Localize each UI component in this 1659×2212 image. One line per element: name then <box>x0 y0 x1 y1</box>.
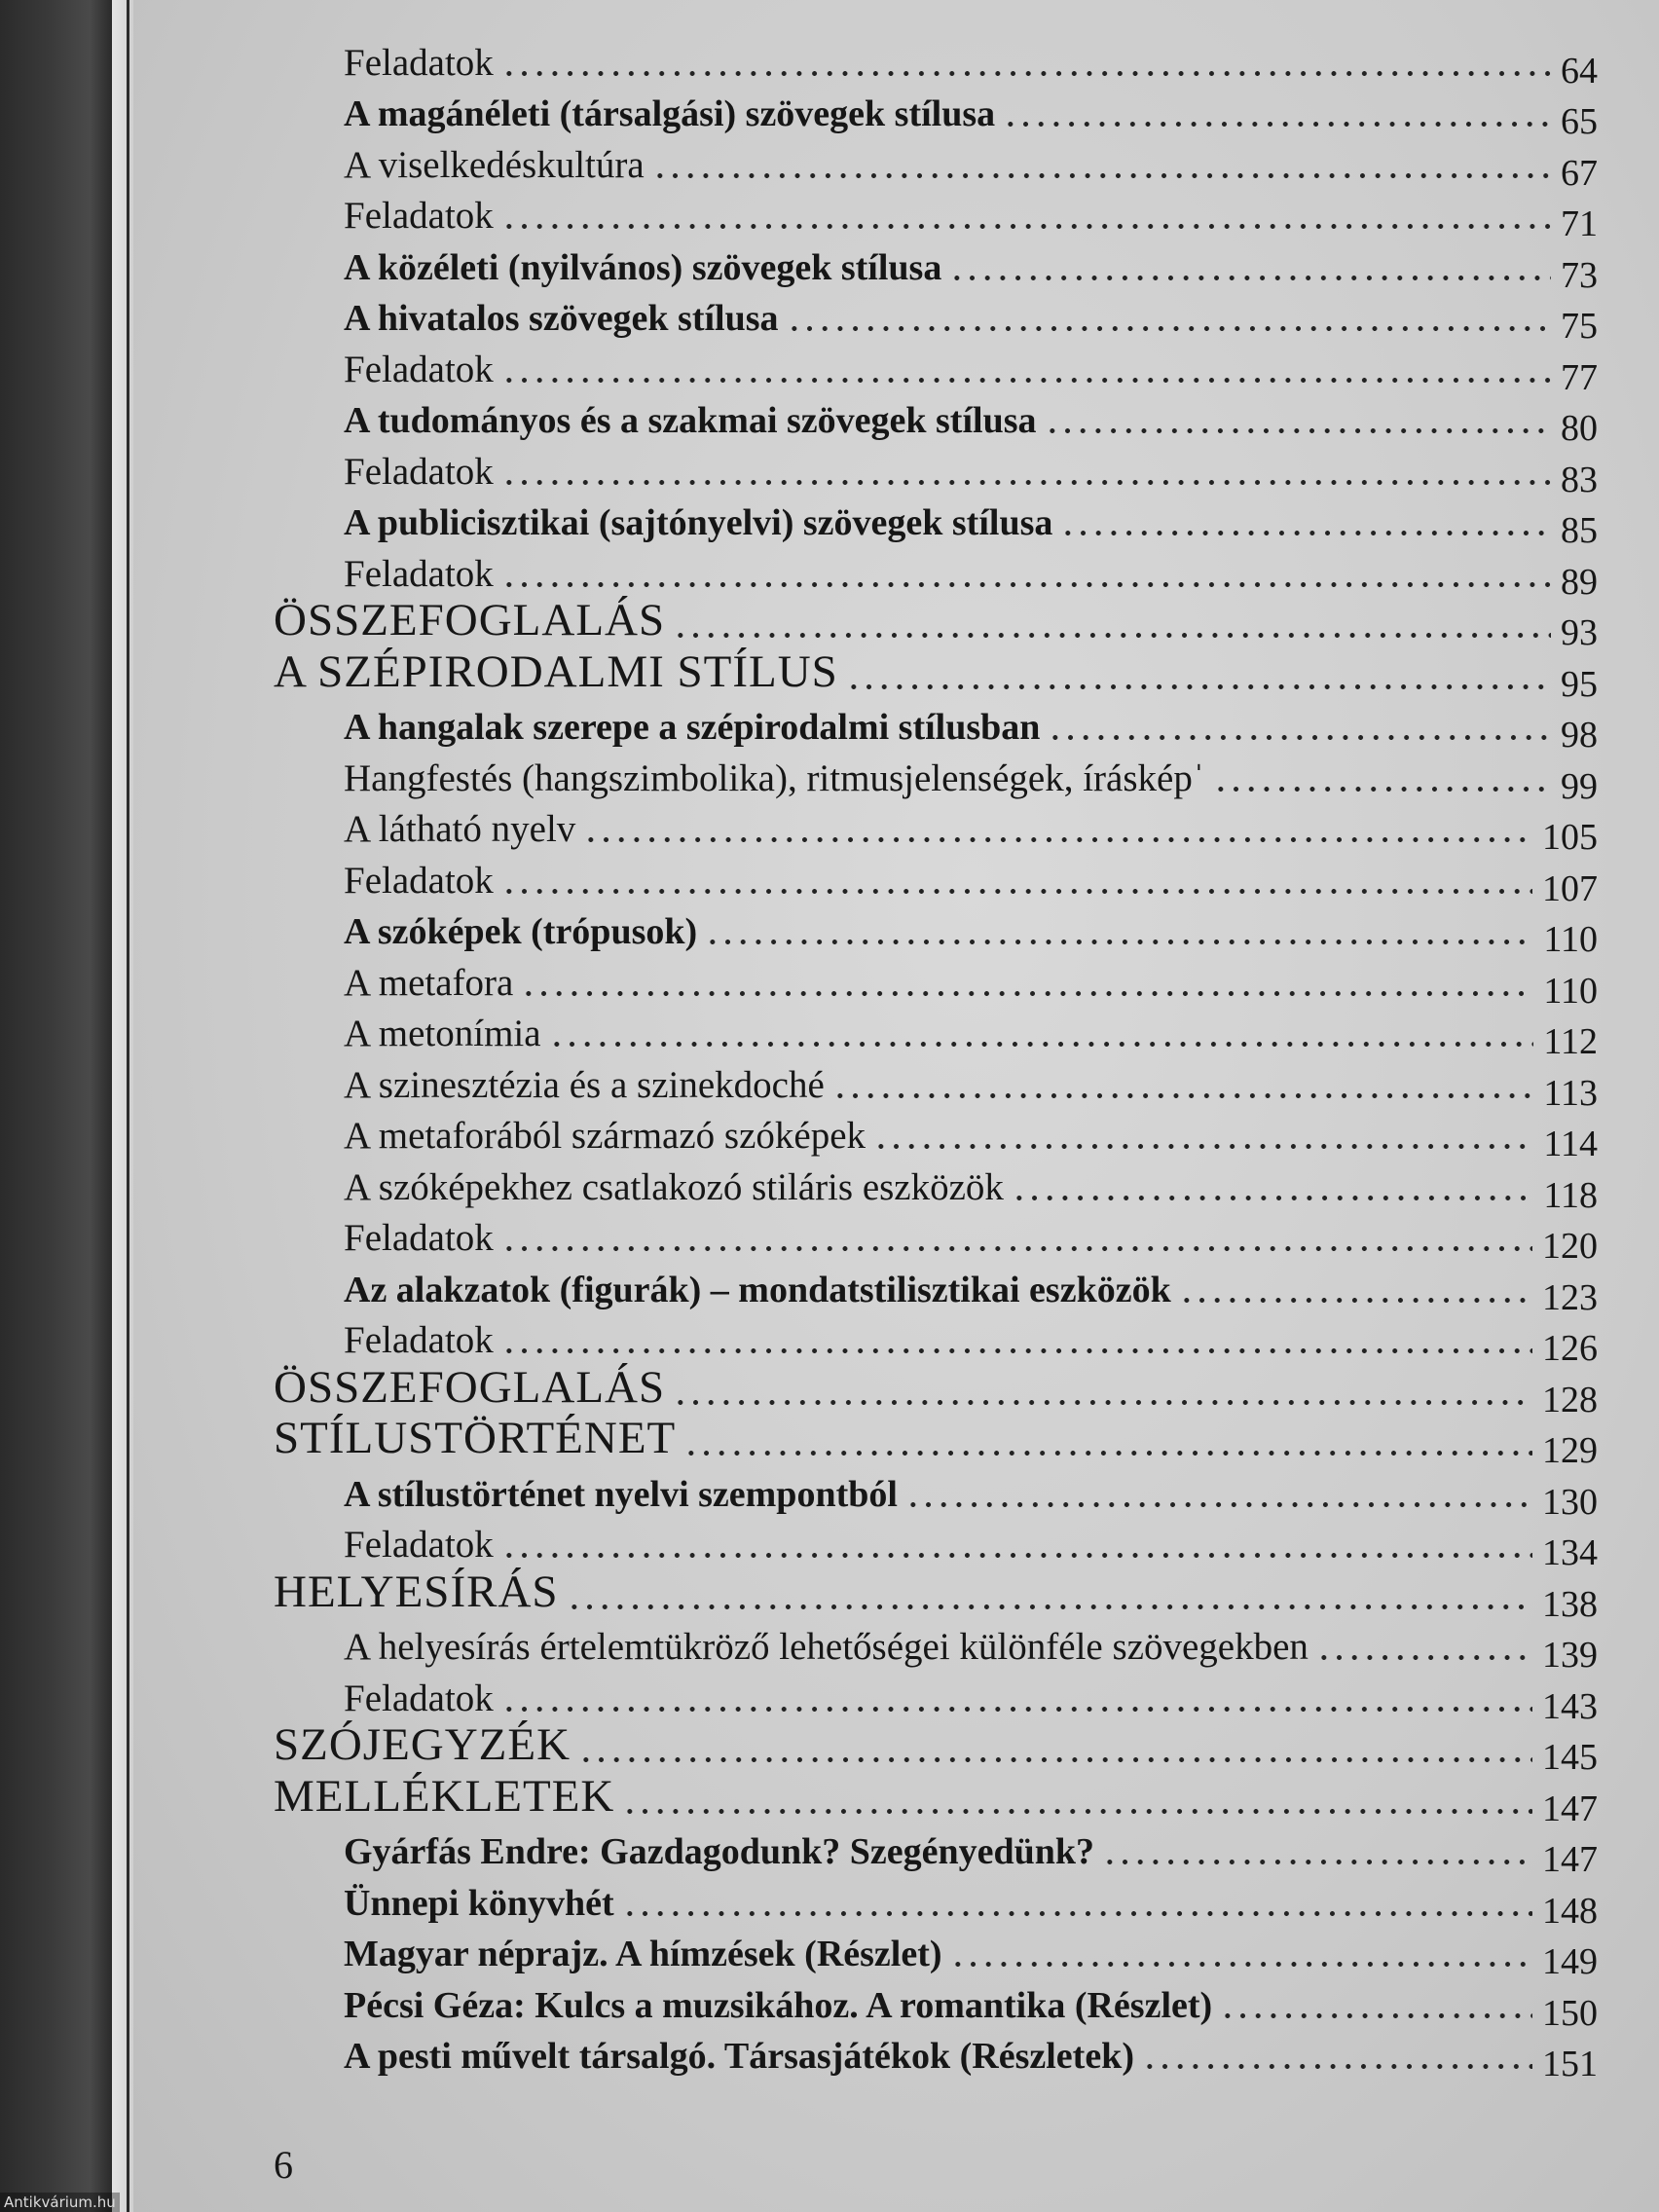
dot-leader <box>1048 714 1551 743</box>
toc-entry-title: Ünnepi könyvhét <box>344 1882 614 1924</box>
toc-entry <box>274 1566 1598 1625</box>
dot-leader <box>1102 1838 1532 1867</box>
toc-entry-title: A metonímia <box>344 1013 541 1054</box>
toc-entry-page: 130 <box>1542 1481 1598 1523</box>
toc-entry-page: 114 <box>1543 1124 1598 1164</box>
toc-entry-title: A helyesírás értelemtükröző lehetőségei különféle szövegekben <box>344 1626 1309 1668</box>
dot-leader <box>705 918 1533 947</box>
toc-entry-title: Feladatok <box>344 859 494 902</box>
dot-leader <box>683 1429 1532 1458</box>
toc-entry <box>274 1925 1598 1982</box>
toc-entry-title: Az alakzatok (figurák) – mondatstilisztikai eszközök <box>344 1269 1171 1310</box>
watermark: Antikvárium.hu <box>0 2193 120 2212</box>
toc-entry-title: Feladatok <box>344 41 494 84</box>
toc-entry-title: Feladatok <box>344 1524 494 1566</box>
dot-leader <box>501 1531 1532 1561</box>
toc-entry <box>274 238 1598 296</box>
toc-entry-title: A hangalak szerepe a szépirodalmi stílusban <box>344 707 1041 748</box>
toc-entry-title: A SZÉPIRODALMI STÍLUS <box>274 645 838 697</box>
toc-entry-title: A hivatalos szövegek stílusa <box>344 298 779 339</box>
dot-leader <box>1220 1992 1532 2021</box>
toc-entry <box>274 1005 1598 1062</box>
dot-leader <box>501 867 1532 897</box>
dot-leader <box>846 663 1551 692</box>
dot-leader <box>501 459 1551 488</box>
toc-entry <box>274 1770 1598 1829</box>
toc-entry <box>274 85 1598 142</box>
toc-entry <box>274 1669 1598 1727</box>
toc-entry <box>274 1260 1598 1318</box>
toc-entry-title: MELLÉKLETEK <box>274 1770 615 1822</box>
toc-entry-title: ÖSSZEFOGLALÁS <box>274 595 666 645</box>
binding-edge <box>112 0 133 2212</box>
dot-leader <box>787 305 1551 334</box>
toc-entry-page: 77 <box>1561 356 1598 398</box>
dot-leader <box>1142 2043 1532 2072</box>
dot-leader <box>501 1327 1532 1356</box>
dot-leader <box>501 203 1551 232</box>
toc-entry-title: Feladatok <box>344 1677 494 1719</box>
toc-entry-title: Pécsi Géza: Kulcs a muzsikához. A romantika (Részlet) <box>344 1984 1213 2026</box>
toc-entry-page: 85 <box>1561 510 1598 551</box>
toc-entry-title: A publicisztikai (sajtónyelvi) szövegek stílusa <box>344 502 1053 543</box>
dot-leader <box>501 561 1551 590</box>
toc-entry-page: 143 <box>1542 1685 1598 1727</box>
dot-leader <box>832 1072 1534 1101</box>
toc-entry <box>274 1413 1598 1471</box>
toc-entry <box>274 187 1598 244</box>
toc-entry <box>274 1618 1598 1676</box>
dot-leader <box>578 1736 1532 1765</box>
toc-entry <box>274 1719 1598 1778</box>
toc-entry-page: 145 <box>1542 1737 1598 1778</box>
dot-leader <box>1003 100 1551 129</box>
toc-entry-title: STÍLUSTÖRTÉNET <box>274 1413 677 1463</box>
dot-leader <box>501 356 1551 386</box>
toc-entry <box>274 749 1598 807</box>
toc-entry-title: Hangfestés (hangszimbolika), ritmusjelenségek, írásképˈ <box>344 756 1205 799</box>
toc-entry <box>274 953 1598 1012</box>
toc-entry-page: 105 <box>1542 817 1598 858</box>
toc-entry-title: A közéleti (nyilvános) szövegek stílusa <box>344 246 942 288</box>
dot-leader <box>549 1020 1534 1050</box>
dot-leader <box>622 1890 1532 1919</box>
toc-entry <box>274 903 1598 960</box>
toc-entry-title: SZÓJEGYZÉK <box>274 1719 571 1770</box>
dot-leader <box>501 1225 1532 1254</box>
toc-entry-title: A szóképekhez csatlakozó stiláris eszközök <box>344 1165 1004 1208</box>
toc-entry-page: 107 <box>1542 867 1598 909</box>
toc-entry <box>274 1209 1598 1267</box>
dot-leader <box>1012 1174 1533 1203</box>
toc-entry-title: Feladatok <box>344 552 494 595</box>
toc-entry-title: Gyárfás Endre: Gazdagodunk? Szegényedünk? <box>344 1831 1095 1872</box>
toc-entry <box>274 1516 1598 1573</box>
toc-entry-page: 118 <box>1543 1174 1598 1216</box>
toc-entry-page: 147 <box>1542 1788 1598 1829</box>
dot-leader <box>1179 1276 1532 1306</box>
dot-leader <box>1060 509 1551 538</box>
toc-entry-page: 147 <box>1542 1839 1598 1880</box>
dot-leader <box>949 254 1551 283</box>
dot-leader <box>567 1583 1532 1612</box>
toc-entry-title: Feladatok <box>344 1319 494 1361</box>
toc-entry-title: Magyar néprajz. A hímzések (Részlet) <box>344 1934 942 1974</box>
binding-line <box>127 0 129 2212</box>
toc-entry-page: 110 <box>1543 970 1598 1012</box>
toc-entry-page: 80 <box>1561 408 1598 449</box>
toc-entry-page: 73 <box>1561 254 1598 296</box>
toc-entry-page: 93 <box>1561 612 1598 653</box>
toc-entry <box>274 1361 1598 1420</box>
toc-entry-page: 64 <box>1561 50 1598 92</box>
toc-entry <box>274 1107 1598 1164</box>
dot-leader <box>673 1379 1532 1408</box>
toc-entry-page: 113 <box>1543 1072 1598 1114</box>
toc-entry-title: A szinesztézia és a szinekdoché <box>344 1063 825 1106</box>
toc-entry <box>274 494 1598 551</box>
toc-entry-title: Feladatok <box>344 450 494 493</box>
toc-entry-title: A tudományos és a szakmai szövegek stílusa <box>344 400 1037 441</box>
toc-entry <box>274 442 1598 500</box>
toc-entry <box>274 1158 1598 1216</box>
toc-entry-page: 110 <box>1543 919 1598 960</box>
dot-leader <box>673 611 1551 641</box>
dot-leader <box>1316 1634 1532 1663</box>
toc-entry-page: 148 <box>1542 1890 1598 1932</box>
toc-entry-page: 75 <box>1561 306 1598 347</box>
toc-entry-page: 112 <box>1543 1021 1598 1062</box>
toc-entry-page: 151 <box>1542 2044 1598 2084</box>
toc-entry <box>274 33 1598 92</box>
dot-leader <box>905 1481 1532 1510</box>
dot-leader <box>1213 765 1551 794</box>
toc-entry-page: 83 <box>1561 459 1598 500</box>
toc-entry <box>274 340 1598 398</box>
toc-entry <box>274 544 1598 603</box>
toc-entry-title: Feladatok <box>344 195 494 237</box>
toc-entry <box>274 595 1598 653</box>
toc-entry-page: 71 <box>1561 203 1598 244</box>
toc-entry-page: 149 <box>1542 1941 1598 1982</box>
dot-leader <box>950 1940 1532 1970</box>
toc-entry-page: 98 <box>1561 715 1598 756</box>
dot-leader <box>501 50 1551 79</box>
toc-entry-title: A metafora <box>344 961 514 1004</box>
toc-entry-title: A viselkedéskultúra <box>344 143 645 186</box>
toc-entry-page: 65 <box>1561 101 1598 142</box>
toc-entry-page: 67 <box>1561 152 1598 194</box>
table-of-contents <box>274 33 1598 2084</box>
toc-entry-page: 150 <box>1542 1992 1598 2034</box>
toc-entry-page: 139 <box>1542 1635 1598 1676</box>
toc-entry <box>274 851 1598 909</box>
toc-entry <box>274 1975 1598 2034</box>
toc-entry <box>274 1823 1598 1880</box>
toc-entry-page: 95 <box>1561 663 1598 705</box>
toc-entry-title: A szóképek (trópusok) <box>344 911 698 952</box>
dot-leader <box>622 1788 1532 1817</box>
toc-entry <box>274 645 1598 705</box>
toc-entry <box>274 2027 1598 2084</box>
toc-entry <box>274 1464 1598 1523</box>
toc-entry-page: 126 <box>1542 1328 1598 1369</box>
toc-entry-title: HELYESÍRÁS <box>274 1566 559 1617</box>
toc-entry <box>274 698 1598 756</box>
toc-entry-page: 99 <box>1561 765 1598 807</box>
dot-leader <box>1045 407 1552 436</box>
toc-entry <box>274 1873 1598 1932</box>
toc-entry-title: A metaforából származó szóképek <box>344 1115 866 1157</box>
toc-entry-title: Feladatok <box>344 1217 494 1259</box>
toc-entry-page: 123 <box>1542 1276 1598 1318</box>
toc-entry <box>274 1055 1598 1114</box>
toc-entry-title: A pesti művelt társalgó. Társasjátékok (Részletek) <box>344 2036 1134 2077</box>
toc-entry <box>274 391 1598 449</box>
toc-entry <box>274 1311 1598 1369</box>
toc-entry-page: 138 <box>1542 1583 1598 1625</box>
book-binding <box>0 0 112 2212</box>
toc-entry-page: 128 <box>1542 1379 1598 1420</box>
toc-entry-page: 89 <box>1561 561 1598 603</box>
dot-leader <box>873 1123 1533 1152</box>
toc-entry-title: Feladatok <box>344 348 494 390</box>
toc-entry <box>274 800 1598 858</box>
page-number: 6 <box>274 2143 293 2187</box>
dot-leader <box>521 970 1533 999</box>
toc-entry-title: ÖSSZEFOGLALÁS <box>274 1361 666 1413</box>
toc-entry-page: 134 <box>1542 1532 1598 1573</box>
toc-entry <box>274 135 1598 194</box>
toc-entry <box>274 289 1598 347</box>
toc-entry-page: 129 <box>1542 1430 1598 1471</box>
toc-entry-page: 120 <box>1542 1226 1598 1267</box>
toc-entry-title: A stílustörténet nyelvi szempontból <box>344 1473 898 1515</box>
dot-leader <box>652 152 1551 181</box>
toc-entry-title: A magánéleti (társalgási) szövegek stílusa <box>344 93 996 134</box>
dot-leader <box>501 1685 1532 1714</box>
toc-entry-title: A látható nyelv <box>344 808 576 850</box>
dot-leader <box>583 816 1532 845</box>
